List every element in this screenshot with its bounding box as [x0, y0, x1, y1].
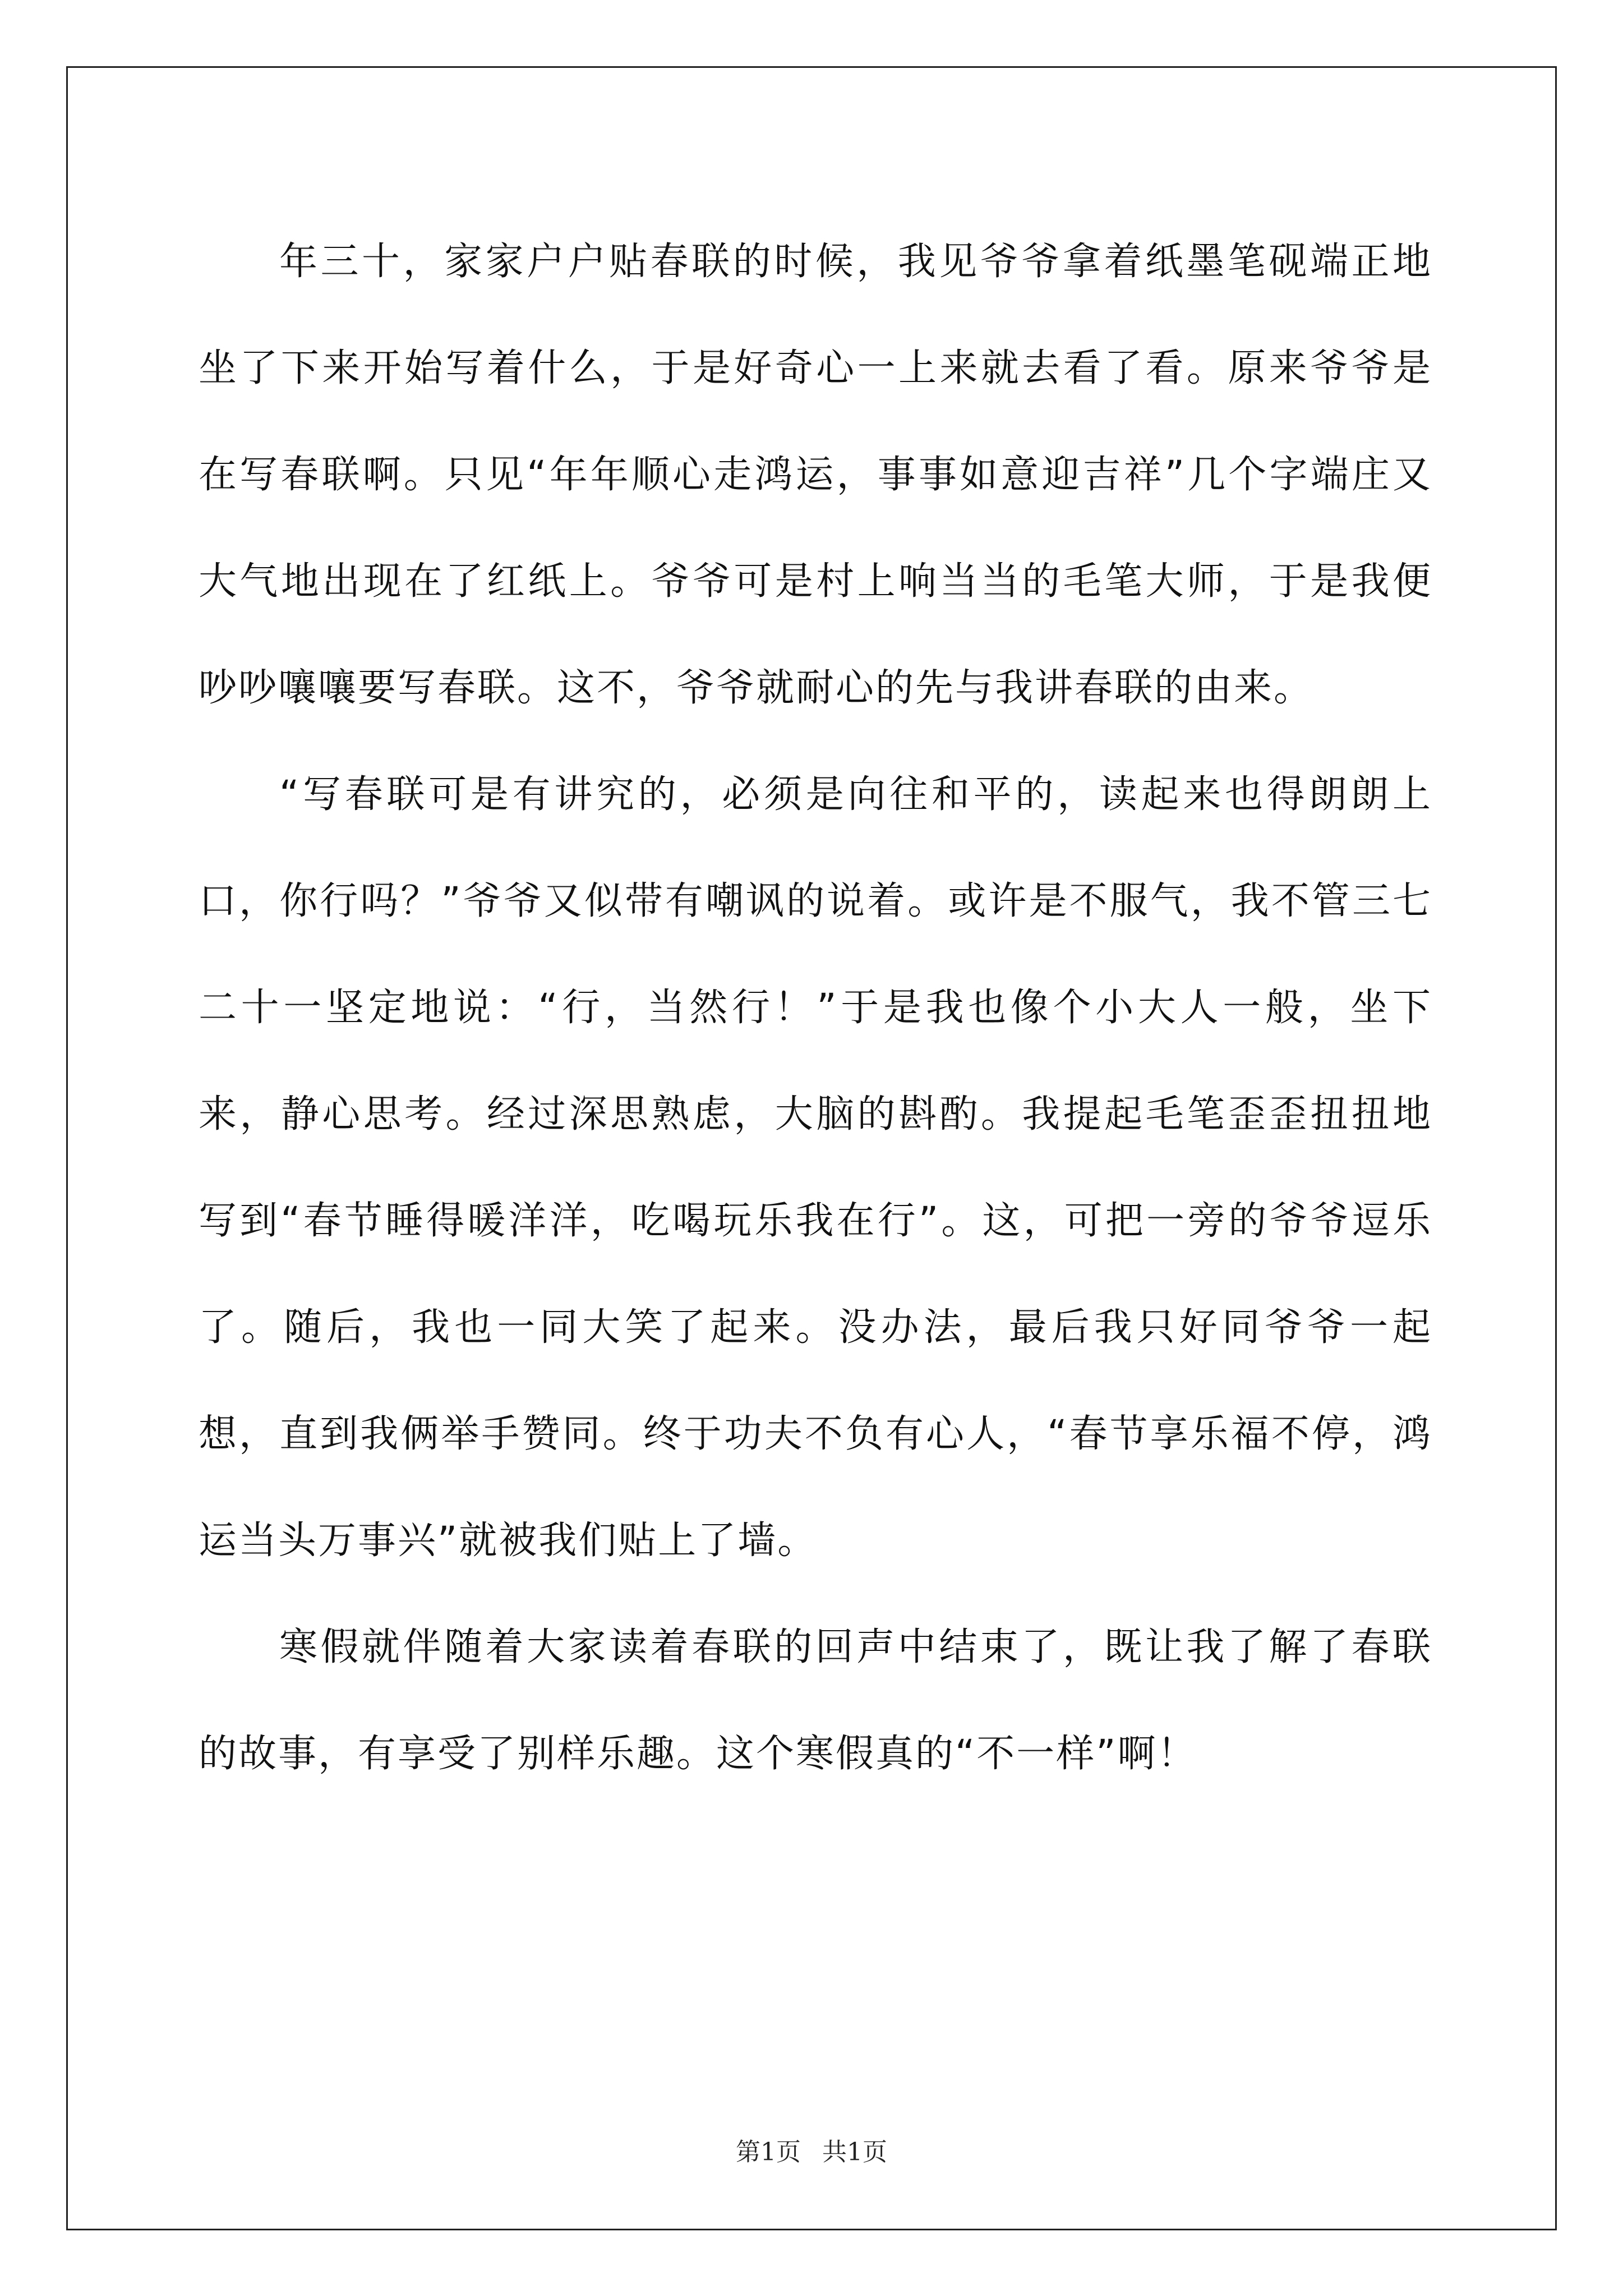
page-number-current: 第1页: [736, 2138, 801, 2166]
paragraph-2: “写春联可是有讲究的，必须是向往和平的，读起来也得朗朗上口，你行吗？”爷爷又似带有嘲讽的说着。或许是不服气，我不管三七二十一坚定地说：“行，当然行！”于是我也像个小大人一般，坐下来，静心思考。经过深思熟虑，大脑的斟酌。我提起毛笔歪歪扭扭地写到“春节睡得暖洋洋，吃喝玩乐我在行”。这，可把一旁的爷爷逗乐了。随后，我也一同大笑了起来。没办法，最后我只好同爷爷一起想，直到我俩举手赞同。终于功夫不负有心人，“春节享乐福不停，鸿运当头万事兴”就被我们贴上了墙。: [199, 772, 1432, 1563]
document-body: [199, 209, 1432, 1807]
page-footer: [0, 2132, 1623, 2168]
paragraph-3: 寒假就伴随着大家读着春联的回声中结束了，既让我了解了春联的故事，有享受了别样乐趣。这个寒假真的“不一样”啊！: [199, 1625, 1432, 1776]
page-number-total: 共1页: [822, 2138, 887, 2166]
paragraph-1: 年三十，家家户户贴春联的时候，我见爷爷拿着纸墨笔砚端正地坐了下来开始写着什么，于是好奇心一上来就去看了看。原来爷爷是在写春联啊。只见“年年顺心走鸿运，事事如意迎吉祥”几个字端庄又大气地出现在了红纸上。爷爷可是村上响当当的毛笔大师，于是我便吵吵嚷嚷要写春联。这不，爷爷就耐心的先与我讲春联的由来。: [199, 240, 1432, 710]
